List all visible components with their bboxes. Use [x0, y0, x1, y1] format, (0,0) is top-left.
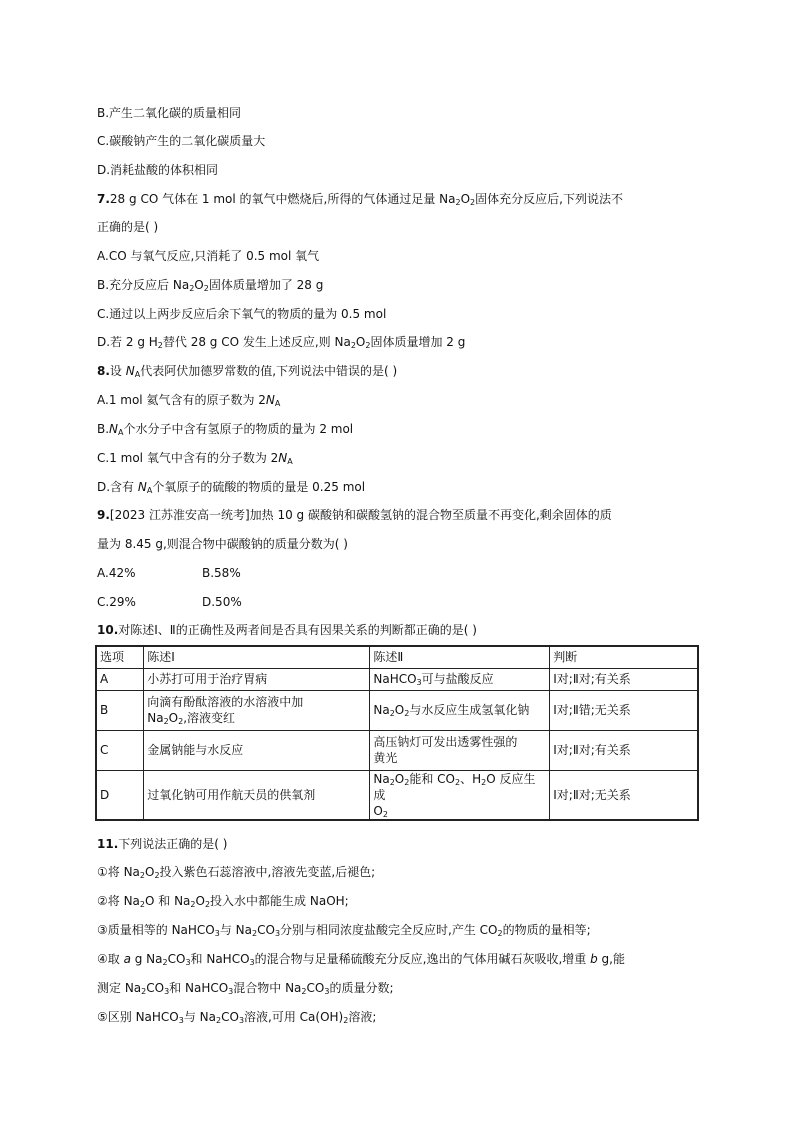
table-cell-statement1: 小苏打可用于治疗胃病 [144, 668, 370, 690]
q9-option-d: D.50% [202, 595, 242, 609]
table-cell-statement2: $Na_2O_2$与水反应生成氢氧化钠 [370, 690, 550, 730]
q9-option-c: C.29% [97, 595, 136, 609]
q9-option-a: A.42% [97, 566, 136, 580]
table-cell-option: D [96, 770, 144, 820]
table-header-cell: 陈述Ⅱ [370, 646, 550, 668]
table-cell-option: A [96, 668, 144, 690]
table-row [96, 730, 698, 770]
table-cell-statement1: 向滴有酚酞溶液的水溶液中加 $Na_2O_2$,溶液变红 [144, 690, 370, 730]
table-header-cell: 选项 [96, 646, 144, 668]
q7-option-a: A.CO 与氧气反应,只消耗了 0.5 mol 氧气 [97, 249, 320, 263]
table-header-row [96, 646, 698, 668]
q7-stem-line2: 正确的是( ) [97, 220, 159, 234]
q9-stem-line1: 9.[2023 江苏淮安高一统考]加热 10 g 碳酸钠和碳酸氢钠的混合物至质量不再变化,剩余固体的质 [97, 508, 612, 522]
table-cell-judgement: Ⅰ对;Ⅱ对;无关系 [550, 770, 698, 820]
table-cell-statement1: 过氧化钠可用作航天员的供氧剂 [144, 770, 370, 820]
table-cell-statement1: 金属钠能与水反应 [144, 730, 370, 770]
q8-option-c: C.1 mol 氧气中含有的分子数为 $2N_A$ [97, 451, 293, 466]
table-cell-judgement: Ⅰ对;Ⅱ对;有关系 [550, 668, 698, 690]
table-cell-option: B [96, 690, 144, 730]
table-cell-statement2: NaHCO$_3$可与盐酸反应 [370, 668, 550, 690]
q11-item-2: ②将 $Na_2O$ 和 $Na_2O_2$投入水中都能生成 NaOH; [97, 894, 349, 909]
q7-option-b: B.充分反应后 $Na_2O_2$固体质量增加了 28 g [97, 278, 324, 293]
q8-option-a: A.1 mol 氦气含有的原子数为 $2N_A$ [97, 393, 281, 408]
q10-table [95, 645, 699, 821]
q11-stem: 11.下列说法正确的是( ) [97, 837, 228, 851]
table-row [96, 668, 698, 690]
q6-option-b: B.产生二氧化碳的质量相同 [97, 106, 242, 120]
q10-stem: 10.对陈述Ⅰ、Ⅱ的正确性及两者间是否具有因果关系的判断都正确的是( ) [97, 623, 477, 637]
q9-stem-line2: 量为 8.45 g,则混合物中碳酸钠的质量分数为( ) [97, 537, 348, 551]
table-cell-statement2: 高压钠灯可发出透雾性强的 黄光 [370, 730, 550, 770]
table-cell-judgement: Ⅰ对;Ⅱ对;有关系 [550, 730, 698, 770]
table-row [96, 770, 698, 820]
table-cell-judgement: Ⅰ对;Ⅱ错;无关系 [550, 690, 698, 730]
q8-option-b: $B.N_A$个水分子中含有氢原子的物质的量为 2 mol [97, 422, 354, 437]
table-header-cell: 陈述Ⅰ [144, 646, 370, 668]
q7-stem-line1: 7.28 g CO 气体在 1 mol 的氧气中燃烧后,所得的气体通过足量 $Na_2O_2$固体充分反应后,下列说法不 [97, 192, 623, 207]
q8-stem: 8.设 $N_A$代表阿伏加德罗常数的值,下列说法中错误的是( ) [97, 364, 398, 379]
q7-option-c: C.通过以上两步反应后余下氧气的物质的量为 0.5 mol [97, 307, 387, 321]
q11-item-4-line2: 测定 $Na_2CO_3$和 NaHCO$_3$混合物中 $Na_2CO_3$的质量分数; [97, 981, 394, 996]
q11-item-1: ①将 $Na_2O_2$投入紫色石蕊溶液中,溶液先变蓝,后褪色; [97, 865, 376, 880]
table-cell-option: C [96, 730, 144, 770]
q6-option-c: C.碳酸钠产生的二氧化碳质量大 [97, 134, 266, 148]
q6-option-d: D.消耗盐酸的体积相同 [97, 163, 219, 177]
q7-option-d: D.若 2 g $H_2$替代 28 g CO 发生上述反应,则 $Na_2O_2$固体质量增加 2 g [97, 335, 466, 350]
q8-option-d: D.含有 $N_A$个氧原子的硫酸的物质的量是 0.25 mol [97, 480, 366, 495]
q11-item-4: ④取 a g $Na_2CO_3$和 NaHCO$_3$的混合物与足量稀硫酸充分反应,逸出的气体用碱石灰吸收,增重 b g,能 [97, 952, 625, 967]
q9-options-row1 [97, 564, 241, 582]
q11-item-5: ⑤区别 NaHCO$_3$与 $Na_2CO_3$溶液,可用 $Ca(OH)_2$溶液; [97, 1010, 377, 1025]
q9-option-b: B.58% [202, 566, 241, 580]
table-row [96, 690, 698, 730]
q9-options-row2 [97, 593, 242, 611]
q11-item-3: ③质量相等的 NaHCO$_3$与 $Na_2CO_3$分别与相同浓度盐酸完全反应时,产生 $CO_2$的物质的量相等; [97, 923, 591, 938]
table-cell-statement2: $Na_2O_2$能和 $CO_2$、$H_2O$ 反应生成 $O_2$ [370, 770, 550, 820]
table-header-cell: 判断 [550, 646, 698, 668]
